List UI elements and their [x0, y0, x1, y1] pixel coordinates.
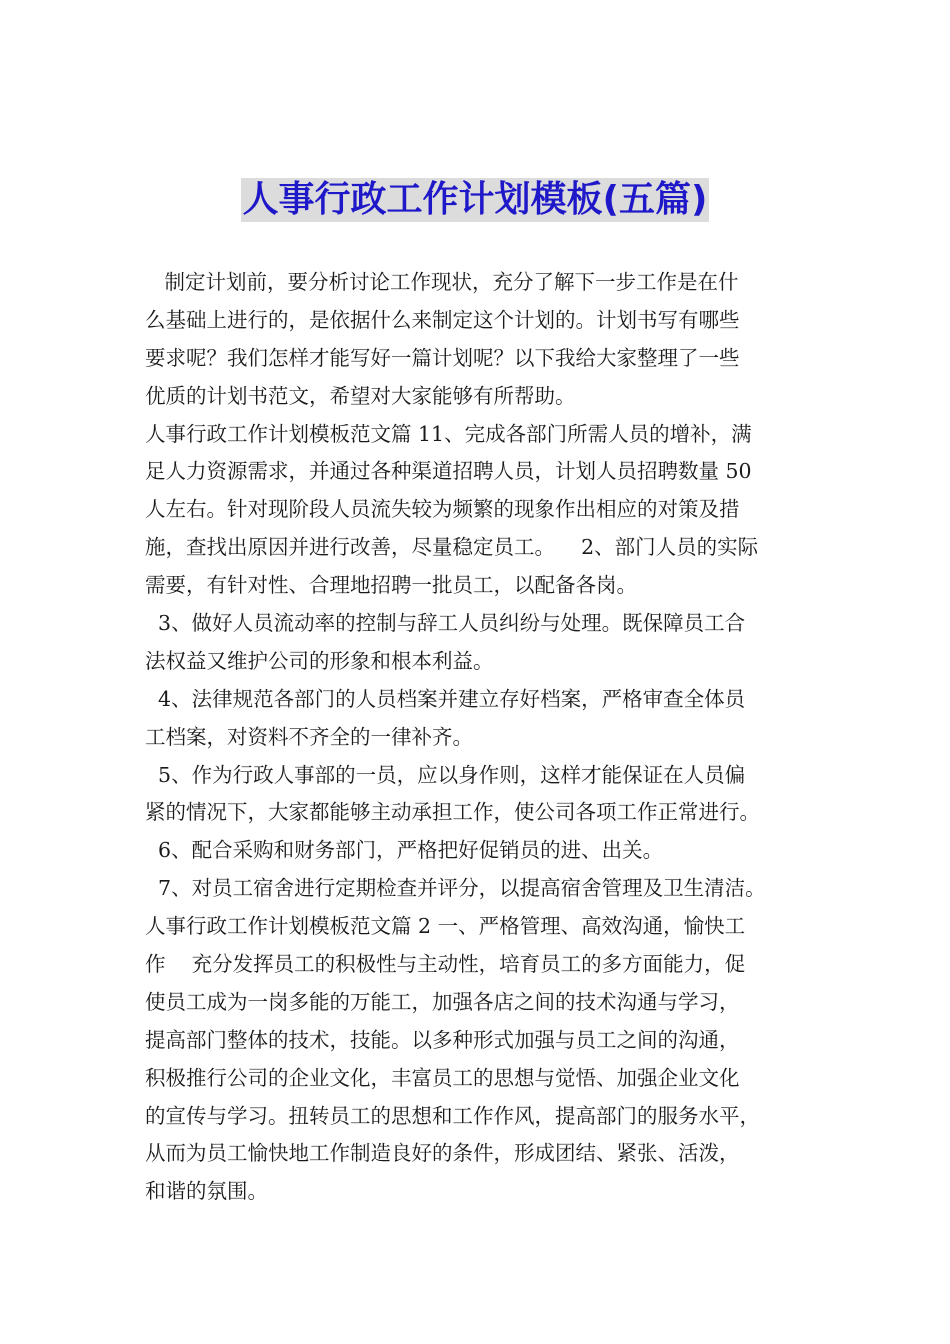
title-container — [0, 178, 950, 222]
body-line: 优质的计划书范文，希望对大家能够有所帮助。 — [145, 383, 576, 408]
body-line: 3、做好人员流动率的控制与辞工人员纠纷与处理。既保障员工合 — [145, 611, 746, 636]
body-line: 6、配合采购和财务部门，严格把好促销员的进、出关。 — [145, 838, 664, 863]
document-body — [145, 264, 825, 1211]
body-line: 足人力资源需求，并通过各种渠道招聘人员，计划人员招聘数量 50 — [145, 459, 752, 484]
body-line: 施，查找出原因并进行改善，尽量稳定员工。 2、部门人员的实际 — [145, 535, 759, 560]
body-line: 作 充分发挥员工的积极性与主动性，培育员工的多方面能力，促 — [145, 952, 746, 977]
body-line: 人事行政工作计划模板范文篇 2 一、严格管理、高效沟通，愉快工 — [145, 914, 746, 939]
body-line: 么基础上进行的，是依据什么来制定这个计划的。计划书写有哪些 — [145, 307, 740, 332]
body-line: 人左右。针对现阶段人员流失较为频繁的现象作出相应的对策及措 — [145, 497, 740, 522]
body-line: 的宣传与学习。扭转员工的思想和工作作风，提高部门的服务水平， — [145, 1103, 760, 1128]
body-line: 积极推行公司的企业文化，丰富员工的思想与觉悟、加强企业文化 — [145, 1065, 740, 1090]
body-line: 和谐的氛围。 — [145, 1179, 268, 1204]
body-line: 工档案，对资料不齐全的一律补齐。 — [145, 724, 473, 749]
body-line: 5、作为行政人事部的一员，应以身作则，这样才能保证在人员偏 — [145, 762, 746, 787]
body-line: 使员工成为一岗多能的万能工，加强各店之间的技术沟通与学习， — [145, 989, 740, 1014]
body-line: 需要，有针对性、合理地招聘一批员工，以配备各岗。 — [145, 573, 637, 598]
body-line: 紧的情况下，大家都能够主动承担工作，使公司各项工作正常进行。 — [145, 800, 760, 825]
body-line: 要求呢？我们怎样才能写好一篇计划呢？以下我给大家整理了一些 — [145, 345, 740, 370]
body-line: 7、对员工宿舍进行定期检查并评分，以提高宿舍管理及卫生清洁。 — [145, 876, 766, 901]
body-line: 法权益又维护公司的形象和根本利益。 — [145, 648, 494, 673]
body-line: 从而为员工愉快地工作制造良好的条件，形成团结、紧张、活泼， — [145, 1141, 740, 1166]
document-title: 人事行政工作计划模板(五篇) — [242, 179, 708, 220]
body-line: 人事行政工作计划模板范文篇 11、完成各部门所需人员的增补，满 — [145, 421, 752, 446]
body-line: 制定计划前，要分析讨论工作现状，充分了解下一步工作是在什 — [145, 270, 739, 294]
body-line: 提高部门整体的技术，技能。以多种形式加强与员工之间的沟通， — [145, 1027, 740, 1052]
body-line: 4、法律规范各部门的人员档案并建立存好档案，严格审查全体员 — [145, 686, 746, 711]
